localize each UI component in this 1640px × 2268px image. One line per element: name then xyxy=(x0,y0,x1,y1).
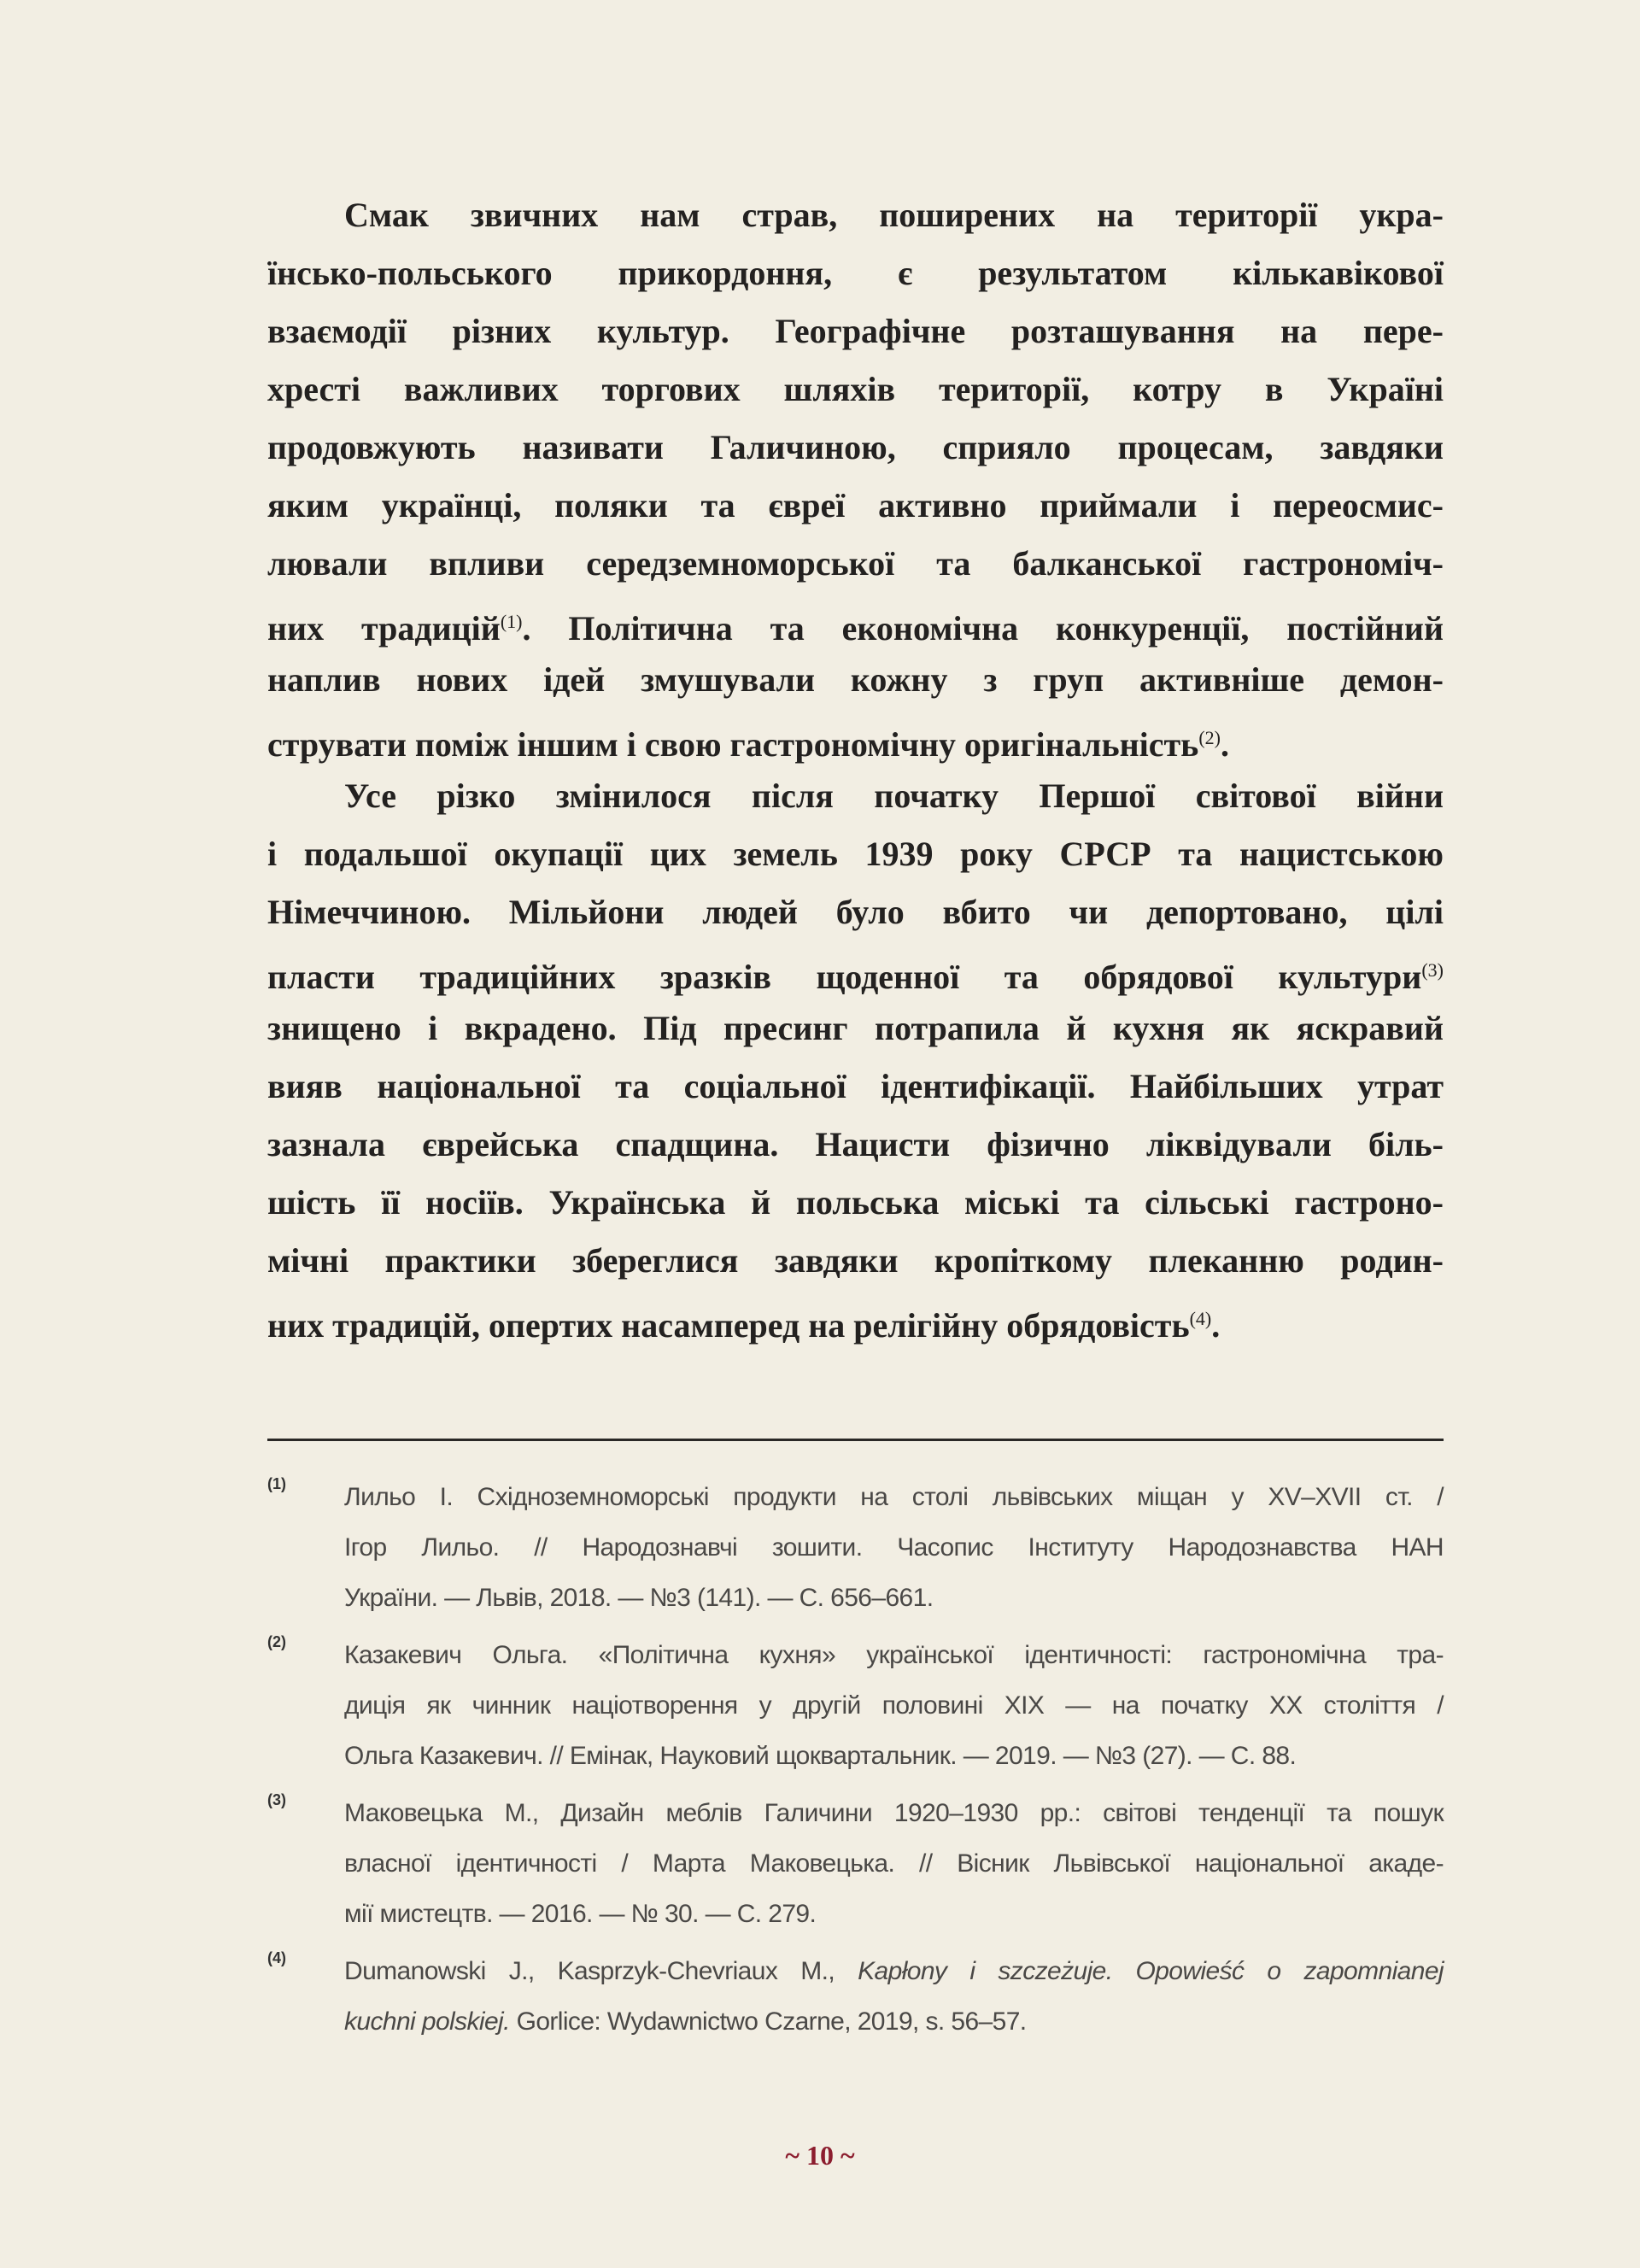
text-line xyxy=(267,767,1444,825)
footnote-text: Казакевич Ольга. «Політична кухня» української ідентичності: гастрономічна тра- xyxy=(344,1641,1444,1669)
footnote-text: Лильо І. Східноземноморські продукти на столі львівських міщан у XV–XVII ст. / xyxy=(344,1483,1444,1511)
text-line xyxy=(267,883,1444,941)
text-line xyxy=(267,360,1444,419)
page-number: ~ 10 ~ xyxy=(785,2140,855,2171)
text-segment: мічні практики збереглися завдяки кропіткому плеканню родин- xyxy=(267,1241,1444,1280)
text-segment: і подальшої окупації цих земель 1939 року СРСР та нацистською xyxy=(267,835,1444,873)
footnote-text: мії мистецтв. — 2016. — № 30. — С. 279. xyxy=(344,1900,817,1928)
footnote-reference: (3) xyxy=(1421,959,1444,981)
footnote xyxy=(267,1472,1444,1623)
footnote xyxy=(267,1630,1444,1781)
footnote-line xyxy=(344,1472,1444,1522)
footnote-text: Dumanowski J., Kasprzyk-Chevriaux M., xyxy=(344,1957,858,1985)
footnote-line xyxy=(344,1889,1444,1939)
footnote-divider xyxy=(267,1439,1444,1441)
text-line xyxy=(267,1058,1444,1116)
text-line xyxy=(267,651,1444,709)
text-line xyxy=(267,941,1444,999)
footnote-text: Ігор Лильо. // Народознавчі зошити. Часопис Інституту Народознавства НАН xyxy=(344,1533,1444,1562)
footnote-text: України. — Львів, 2018. — №3 (141). — С. 656–661. xyxy=(344,1584,934,1612)
text-line xyxy=(267,593,1444,651)
footnote-text: диція як чинник націотворення у другій половині XIX — на початку XX століття / xyxy=(344,1691,1444,1720)
text-line xyxy=(267,1232,1444,1290)
text-segment: вияв національної та соціальної ідентифікації. Найбільших утрат xyxy=(267,1067,1444,1105)
text-line xyxy=(267,186,1444,244)
text-segment: яким українці, поляки та євреї активно приймали і переосмис- xyxy=(267,486,1444,525)
footnote-reference: (1) xyxy=(500,611,523,632)
text-line xyxy=(267,302,1444,360)
footnote-reference: (2) xyxy=(1198,727,1221,748)
footnote-line xyxy=(344,1838,1444,1889)
italic-title: kuchni polskiej. xyxy=(344,2007,510,2036)
text-line xyxy=(267,1290,1444,1348)
footnote xyxy=(267,1946,1444,2047)
footnote-line xyxy=(344,1522,1444,1573)
text-line xyxy=(267,419,1444,477)
text-segment: лювали впливи середземноморської та балканської гастрономіч- xyxy=(267,544,1444,583)
text-line xyxy=(267,244,1444,302)
text-line xyxy=(267,999,1444,1058)
text-segment: . xyxy=(1211,1306,1221,1345)
text-segment: них традицій, опертих насамперед на релігійну обрядовість xyxy=(267,1306,1190,1345)
footnote-line xyxy=(344,1630,1444,1680)
text-segment: наплив нових ідей змушували кожну з груп активніше демон- xyxy=(267,660,1444,699)
footnote-line xyxy=(344,1680,1444,1731)
text-segment: . xyxy=(1221,725,1229,764)
footnote-reference: (4) xyxy=(1189,1308,1212,1329)
footnote-text: Маковецька М., Дизайн меблів Галичини 1920–1930 рр.: світові тенденції та пошук xyxy=(344,1799,1444,1827)
text-segment: струвати поміж іншим і свою гастрономічну оригінальність xyxy=(267,725,1199,764)
footnote-marker: (4) xyxy=(267,1949,286,1966)
text-segment: хресті важливих торгових шляхів території, котру в Україні xyxy=(267,370,1444,408)
footnote-line xyxy=(344,1731,1444,1781)
text-line xyxy=(267,709,1444,767)
footnote-text: Gorlice: Wydawnictwo Czarne, 2019, s. 56–57. xyxy=(509,2007,1027,2036)
text-line xyxy=(267,825,1444,883)
text-segment: знищено і вкрадено. Під пресинг потрапила й кухня як яскравий xyxy=(267,1009,1444,1047)
text-segment: пласти традиційних зразків щоденної та обрядової культури xyxy=(267,958,1422,996)
footnote-text: власної ідентичності / Марта Маковецька. // Вісник Львівської національної акаде- xyxy=(344,1849,1444,1878)
footnote-marker: (3) xyxy=(267,1791,286,1808)
italic-title: Kapłony i szczeżuje. Opowieść o zapomnianej xyxy=(858,1957,1444,1985)
text-segment: зазнала єврейська спадщина. Нацисти фізично ліквідували біль- xyxy=(267,1125,1444,1163)
footnote-line xyxy=(344,1573,1444,1623)
text-segment: взаємодії різних культур. Географічне розташування на пере- xyxy=(267,312,1444,350)
text-segment: них традицій xyxy=(267,609,501,648)
footnote-text: Ольга Казакевич. // Емінак, Науковий щоквартальник. — 2019. — №3 (27). — С. 88. xyxy=(344,1742,1297,1770)
text-line xyxy=(267,1116,1444,1174)
footnote xyxy=(267,1788,1444,1939)
footnote-line xyxy=(344,1946,1444,1996)
text-segment: продовжують називати Галичиною, сприяло процесам, завдяки xyxy=(267,428,1444,466)
text-segment: Німеччиною. Мільйони людей було вбито чи депортовано, цілі xyxy=(267,893,1444,931)
text-segment: Усе різко змінилося після початку Першої світової війни xyxy=(344,777,1444,815)
footnotes xyxy=(267,1472,1444,2054)
text-segment: . Політична та економічна конкуренції, постійний xyxy=(522,609,1444,648)
footnote-line xyxy=(344,1788,1444,1838)
footnote-marker: (2) xyxy=(267,1633,286,1650)
footnote-marker: (1) xyxy=(267,1475,286,1492)
main-text xyxy=(267,186,1444,1348)
text-line xyxy=(267,1174,1444,1232)
text-segment: Смак звичних нам страв, поширених на території укра- xyxy=(344,196,1444,234)
text-line xyxy=(267,535,1444,593)
footnote-line xyxy=(344,1996,1444,2047)
text-segment: шість її носіїв. Українська й польська міські та сільські гастроно- xyxy=(267,1183,1444,1222)
text-segment: їнсько-польського прикордоння, є результатом кількавікової xyxy=(267,254,1444,292)
text-line xyxy=(267,477,1444,535)
